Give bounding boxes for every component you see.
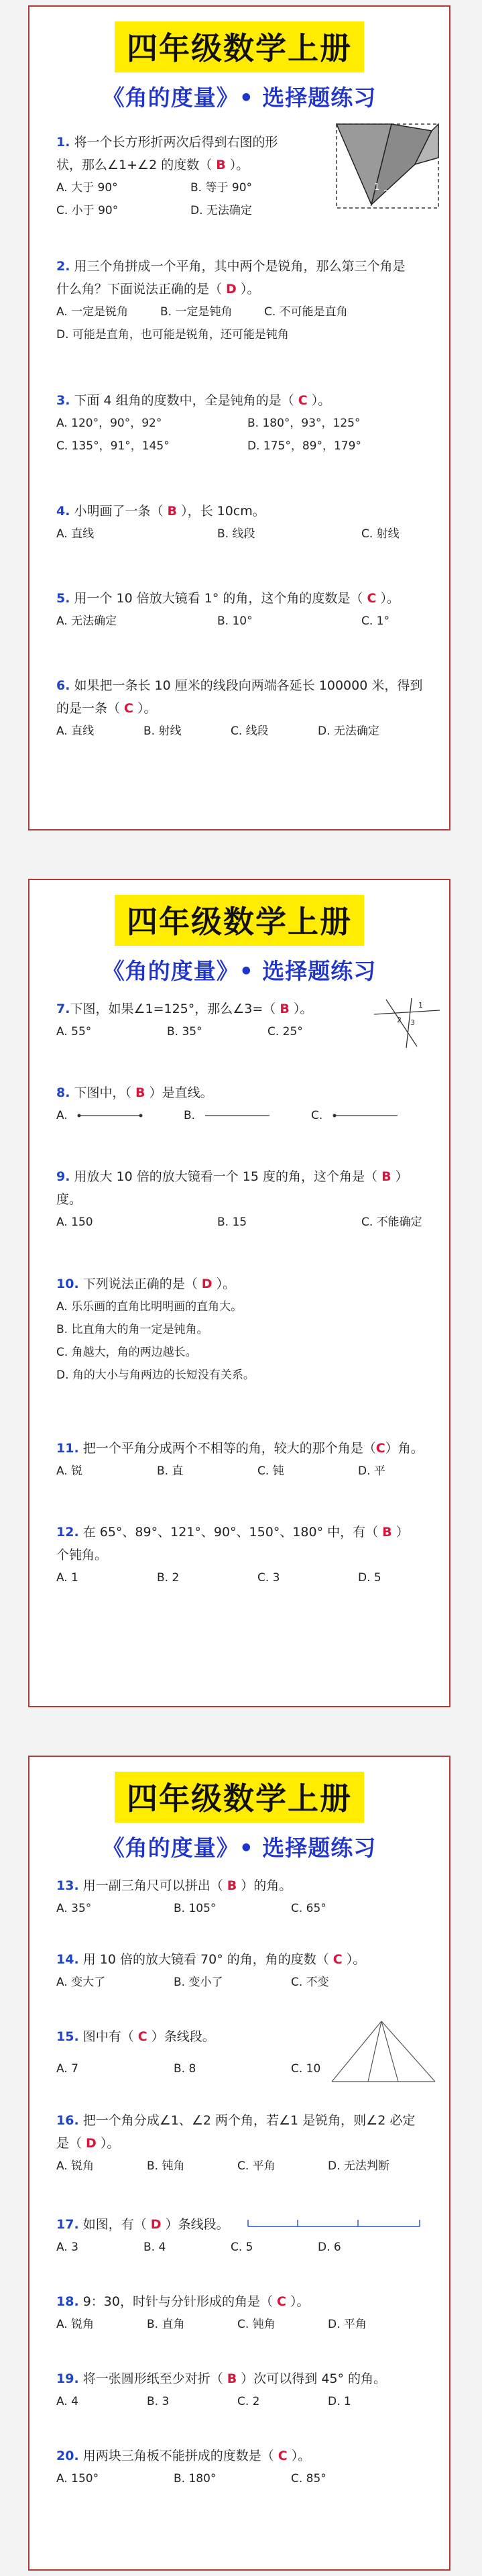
answer: C [367, 591, 377, 606]
question-number: 18. [56, 2294, 79, 2309]
option-b: B. 直 [157, 1464, 184, 1478]
option-c: C. 10 [291, 2062, 321, 2076]
question-number: 3. [56, 393, 70, 408]
option-d: D. 角的大小与角两边的长短没有关系。 [56, 1368, 255, 1382]
option-b: B. 15 [217, 1216, 247, 1229]
answer: B [382, 1525, 392, 1540]
worksheet-page-3 [28, 1756, 450, 2571]
option-b: B. 比直角大的角一定是钝角。 [56, 1323, 208, 1336]
option-a: A. 150 [56, 1216, 93, 1229]
question-text: ）。 [96, 2136, 120, 2151]
question-number: 17. [56, 2217, 79, 2232]
question-number: 19. [56, 2371, 79, 2386]
question-4 [56, 500, 436, 545]
answer: D [201, 1277, 213, 1291]
answer: B [381, 1169, 391, 1184]
option-d: D. 175°，89°，179° [247, 439, 361, 453]
option-c: C. 平角 [237, 2159, 276, 2173]
option-c: C. 角越大，角的两边越长。 [56, 1346, 197, 1359]
folded-rectangle-figure [331, 117, 445, 215]
option-d: D. 1 [328, 2395, 351, 2408]
question-text: ）。 [212, 1277, 236, 1291]
option-b: B. 35° [167, 1025, 202, 1038]
option-a: A. 55° [56, 1025, 92, 1038]
question-19 [56, 2367, 436, 2413]
question-2 [56, 255, 436, 346]
answer: B [216, 158, 226, 172]
option-d: D. 6 [318, 2241, 341, 2254]
question-text: ）次可以得到 45° 的角。 [237, 2371, 387, 2386]
question-number: 15. [56, 2029, 79, 2044]
option-c: C. 小于 90° [56, 204, 119, 217]
answer: B [167, 504, 178, 519]
question-number: 14. [56, 1952, 79, 1967]
line-figure [204, 1111, 271, 1120]
option-b: B. 射线 [143, 724, 182, 738]
option-b: B. 一定是钝角 [160, 305, 233, 319]
option-b: B. 180° [174, 2472, 217, 2485]
option-c: C. 不可能是直角 [264, 305, 348, 319]
answer: B [227, 2371, 237, 2386]
question-number: 13. [56, 1878, 79, 1893]
question-number: 7. [56, 1002, 70, 1016]
option-c: C. 不变 [291, 1976, 329, 1989]
question-13 [56, 1874, 436, 1920]
question-text: 小明画了一条（ [74, 504, 168, 519]
option-b: B. 105° [174, 1902, 217, 1915]
question-text: 用一副三角尺可以拼出（ [82, 1878, 227, 1893]
question-text: 9：30，时针与分针形成的角是（ [82, 2294, 278, 2309]
option-c: C. 2 [237, 2395, 260, 2408]
question-text: 什么角？下面说法正确的是（ [56, 282, 227, 297]
option-c: C. 钝 [257, 1464, 284, 1478]
question-8 [56, 1081, 436, 1127]
question-text: ）。 [286, 2294, 310, 2309]
option-c: C. 3 [257, 1571, 280, 1585]
question-text: 是（ [56, 2136, 86, 2151]
option-a: A. 锐角 [56, 2159, 95, 2173]
question-text: ），长 10cm。 [177, 504, 265, 519]
option-c: C. 65° [291, 1902, 326, 1915]
triangle-segments-figure [328, 2019, 438, 2086]
option-a: A. 直线 [56, 724, 95, 738]
question-9 [56, 1165, 436, 1234]
page-subtitle: 《角的度量》• 选择题练习 [102, 958, 377, 984]
option-b: B. 8 [174, 2062, 196, 2076]
question-3 [56, 389, 436, 458]
page-subtitle: 《角的度量》• 选择题练习 [102, 1835, 377, 1861]
option-b: B. 4 [143, 2241, 166, 2254]
option-b: B. 2 [157, 1571, 180, 1585]
question-text: 把一个平角分成两个不相等的角，较大的那个角是（ [82, 1441, 376, 1456]
question-text: 用三个角拼成一个平角，其中两个是锐角，那么第三个角是 [74, 259, 406, 274]
option-c: C. 不能确定 [361, 1216, 422, 1229]
answer: D [150, 2217, 162, 2232]
question-number: 9. [56, 1169, 70, 1184]
option-d: D. 5 [358, 1571, 381, 1585]
question-number: 4. [56, 504, 70, 519]
option-a: A. [56, 1104, 184, 1127]
question-text: ）是直线。 [145, 1085, 213, 1100]
option-c: C. 射线 [361, 527, 400, 541]
question-text: ）。 [225, 158, 249, 172]
answer: C [277, 2294, 286, 2309]
angle-label: 1 [418, 1001, 423, 1010]
angle-label: 2 [397, 1016, 402, 1024]
question-text: 图中有（ [82, 2029, 138, 2044]
answer: C [278, 2449, 288, 2463]
question-text: 用放大 10 倍的放大镜看一个 15 度的角，这个角是（ [74, 1169, 382, 1184]
option-d: D. 平角 [328, 2318, 367, 2331]
question-text: ）。 [133, 701, 157, 716]
option-d: D. 无法确定 [190, 204, 252, 217]
question-text: ） [391, 1169, 408, 1184]
question-number: 10. [56, 1277, 79, 1291]
question-text: 在 65°、89°、121°、90°、150°、180° 中，有（ [82, 1525, 383, 1540]
option-b: B. 变小了 [174, 1976, 223, 1989]
question-1 [56, 131, 355, 222]
option-c: C. 25° [267, 1025, 303, 1038]
page-title: 四年级数学上册 [115, 1772, 364, 1823]
question-text: 下列说法正确的是（ [82, 1277, 202, 1291]
question-number: 16. [56, 2113, 79, 2128]
option-b: B. 线段 [217, 527, 255, 541]
option-a: A. 3 [56, 2241, 78, 2254]
option-b: B. [184, 1104, 311, 1127]
option-c: C. 1° [361, 614, 389, 628]
option-a: A. 变大了 [56, 1976, 106, 1989]
answer: B [135, 1085, 145, 1100]
option-b: B. 10° [217, 614, 253, 628]
question-text: 用两块三角板不能拼成的度数是（ [82, 2449, 278, 2463]
question-number: 6. [56, 678, 70, 693]
option-a: A. 35° [56, 1902, 92, 1915]
answer: C [137, 2029, 147, 2044]
option-d: D. 无法判断 [328, 2159, 389, 2173]
question-number: 1. [56, 135, 70, 150]
option-c: C. 135°，91°，145° [56, 439, 170, 453]
option-b: B. 180°，93°，125° [247, 417, 361, 430]
question-text: 如果把一条长 10 厘米的线段向两端各延长 100000 米，得到 [74, 678, 423, 693]
option-a: A. 一定是锐角 [56, 305, 129, 319]
option-a: A. 锐角 [56, 2318, 95, 2331]
option-a: A. 120°，90°，92° [56, 417, 162, 430]
question-text: ）。 [289, 1002, 313, 1016]
question-16 [56, 2109, 436, 2178]
option-a: A. 150° [56, 2472, 99, 2485]
question-10 [56, 1273, 436, 1387]
page-subtitle: 《角的度量》• 选择题练习 [102, 85, 377, 111]
question-text: 把一个角分成∠1、∠2 两个角，若∠1 是锐角，则∠2 必定 [82, 2113, 416, 2128]
option-d: D. 可能是直角，也可能是锐角，还可能是钝角 [56, 328, 289, 341]
question-number: 12. [56, 1525, 79, 1540]
option-a: A. 7 [56, 2062, 78, 2076]
option-c: C. 线段 [231, 724, 269, 738]
page-title: 四年级数学上册 [115, 895, 364, 946]
answer: D [226, 282, 237, 297]
worksheet-page-1 [28, 5, 450, 830]
angle-label: 1 [374, 182, 380, 193]
option-b: B. 3 [147, 2395, 170, 2408]
question-14 [56, 1948, 436, 1994]
ray-figure [332, 1111, 399, 1120]
question-text: ）。 [287, 2449, 311, 2463]
question-text: 的是一条（ [56, 701, 125, 716]
question-number: 5. [56, 591, 70, 606]
question-18 [56, 2290, 436, 2336]
answer: B [280, 1002, 290, 1016]
answer: D [86, 2136, 97, 2151]
question-number: 20. [56, 2449, 79, 2463]
option-a: A. 直线 [56, 527, 95, 541]
option-c: C. 5 [231, 2241, 253, 2254]
question-6 [56, 674, 436, 743]
option-a: A. 大于 90° [56, 181, 118, 195]
question-text: 用 10 倍的放大镜看 70° 的角，角的度数（ [82, 1952, 333, 1967]
option-c: C. 85° [291, 2472, 326, 2485]
question-text: 下面 4 组角的度数中，全是钝角的是（ [74, 393, 298, 408]
segment-figure [76, 1111, 143, 1120]
question-text: 度。 [56, 1192, 82, 1207]
option-c: C. [311, 1104, 399, 1127]
option-d: D. 平 [358, 1464, 385, 1478]
question-number: 8. [56, 1085, 70, 1100]
option-b: B. 直角 [147, 2318, 185, 2331]
question-text: ）条线段。 [147, 2029, 215, 2044]
question-text: 状，那么∠1+∠2 的度数（ [56, 158, 217, 172]
answer: C [124, 701, 133, 716]
option-a: A. 1 [56, 1571, 78, 1585]
question-text: 下图中，（ [74, 1085, 136, 1100]
question-text: ）条线段。 [161, 2217, 229, 2232]
answer: B [227, 1878, 237, 1893]
question-number: 11. [56, 1441, 79, 1456]
option-a: A. 无法确定 [56, 614, 117, 628]
question-12 [56, 1521, 436, 1589]
question-text: ）。 [342, 1952, 366, 1967]
angle-label: 2 [383, 189, 389, 199]
question-11 [56, 1437, 436, 1483]
question-text: ）角。 [385, 1441, 424, 1456]
answer: C [375, 1441, 385, 1456]
question-text: ）。 [236, 282, 260, 297]
question-text: ）。 [307, 393, 331, 408]
question-text: 如图，有（ [82, 2217, 151, 2232]
segment-points-figure [244, 2214, 425, 2233]
option-a: A. 锐 [56, 1464, 83, 1478]
question-text: 将一个长方形折两次后得到右图的形 [74, 135, 278, 150]
intersecting-lines-figure [371, 996, 442, 1049]
option-c: C. 钝角 [237, 2318, 276, 2331]
option-a: A. 4 [56, 2395, 78, 2408]
question-number: 2. [56, 259, 70, 274]
question-text: 个钝角。 [56, 1548, 108, 1562]
question-5 [56, 587, 436, 633]
question-text: 用一个 10 倍放大镜看 1° 的角，这个角的度数是（ [74, 591, 367, 606]
page-title: 四年级数学上册 [115, 21, 364, 72]
option-d: D. 无法确定 [318, 724, 379, 738]
worksheet-page-2 [28, 879, 450, 1707]
option-a: A. 乐乐画的直角比明明画的直角大。 [56, 1300, 243, 1313]
question-text: ）的角。 [237, 1878, 292, 1893]
angle-label: 3 [410, 1018, 415, 1027]
question-text: ）。 [376, 591, 400, 606]
question-20 [56, 2445, 436, 2490]
question-text: 将一张圆形纸至少对折（ [82, 2371, 227, 2386]
option-b: B. 等于 90° [190, 181, 253, 195]
option-b: B. 钝角 [147, 2159, 185, 2173]
answer: C [333, 1952, 343, 1967]
question-text: 下图，如果∠1=125°，那么∠3=（ [70, 1002, 280, 1016]
answer: C [298, 393, 308, 408]
question-text: ） [391, 1525, 409, 1540]
